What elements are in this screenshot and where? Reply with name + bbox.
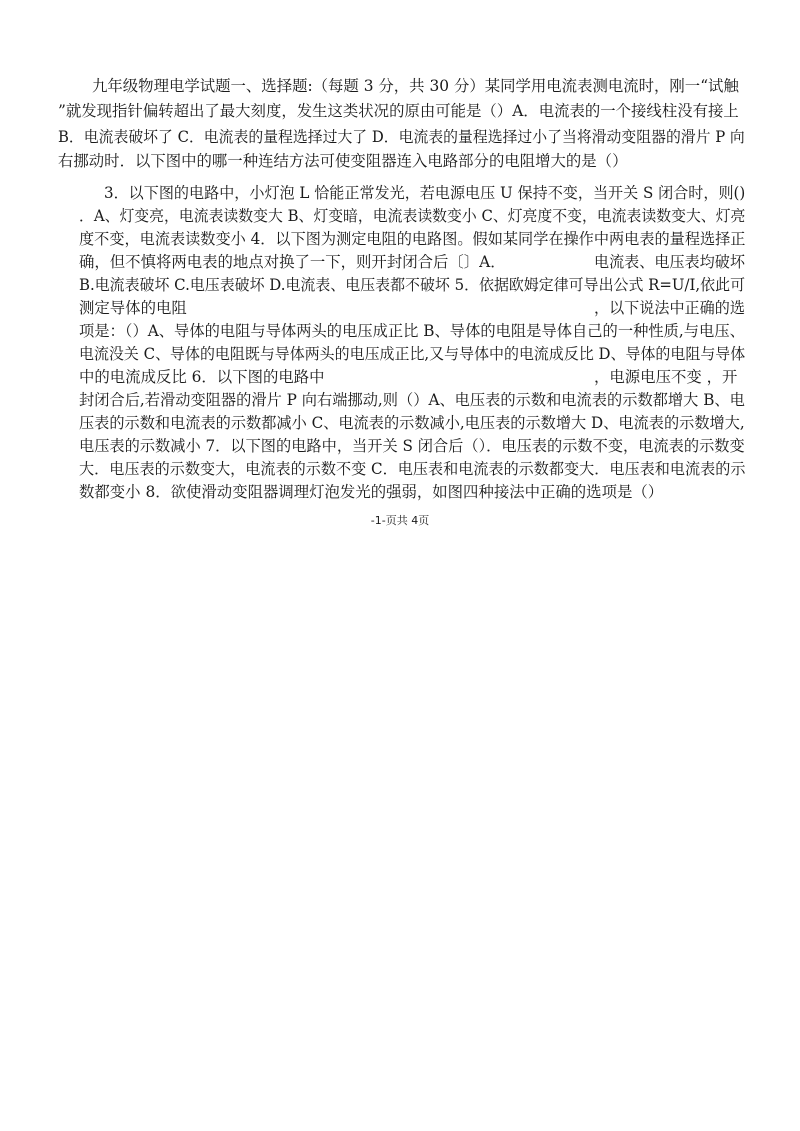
text-line-14: 封闭合后,若滑动变阻器的滑片 P 向右端挪动,则（）A、电压表的示数和电流表的示数都增大 B、电: [79, 391, 745, 409]
page-footer: -1-页共 4页: [370, 514, 430, 527]
text-line-3: B．电流表破坏了 C．电流表的量程选择过大了 D．电流表的量程选择过小了当将滑动变阻器的滑片 P 向: [58, 128, 745, 146]
text-line-13b: ，电源电压不变 ，开: [594, 368, 738, 386]
text-line-6: ．A、灯变亮，电流表读数变大 B、灯变暗，电流表读数变小 C、灯亮度不变，电流表读数变大、灯亮: [79, 207, 746, 225]
text-line-10: 测定导体的电阻: [79, 299, 187, 317]
text-line-15: 压表的示数和电流表的示数都减小 C、电流表的示数减小,电压表的示数增大 D、电流表的示数增大,: [79, 414, 745, 432]
text-line-17: 大．电压表的示数变大，电流表的示数不变 C．电压表和电流表的示数都变大．电压表和电流表的示: [79, 460, 746, 478]
text-line-1: 九年级物理电学试题一、选择题:（每题 3 分，共 30 分）某同学用电流表测电流时，刚一“试触: [92, 77, 739, 95]
text-line-2: ”就发现指针偏转超出了最大刻度，发生这类状况的原由可能是（）A．电流表的一个接线柱没有接上: [58, 102, 739, 120]
text-line-10b: ，以下说法中正确的选: [594, 299, 745, 317]
text-line-11: 项是：（）A、导体的电阻与导体两头的电压成正比 B、导体的电阻是导体自己的一种性质,与电压、: [79, 322, 745, 340]
text-line-16: 电压表的示数减小 7．以下图的电路中，当开关 S 闭合后（）．电压表的示数不变，电流表的示数变: [79, 437, 745, 455]
text-line-7: 度不变，电流表读数变小 4．以下图为测定电阻的电路图。假如某同学在操作中两电表的量程选择正: [79, 230, 746, 248]
text-line-5: 3．以下图的电路中，小灯泡 L 恰能正常发光，若电源电压 U 保持不变，当开关 S 闭合时，则(): [104, 184, 746, 202]
text-line-8: 确，但不慎将两电表的地点对换了一下，则开封闭合后〔〕A．: [79, 253, 506, 271]
text-line-13: 中的电流成反比 6．以下图的电路中: [79, 368, 325, 386]
text-line-18: 数都变小 8．欲使滑动变阻器调理灯泡发光的强弱，如图四种接法中正确的选项是（）: [79, 483, 664, 501]
text-line-8b: 电流表、电压表均破坏: [594, 253, 745, 271]
text-line-4: 右挪动时．以下图中的哪一种连结方法可使变阻器连入电路部分的电阻增大的是（）: [58, 152, 628, 170]
text-line-12: 电流没关 C、导体的电阻既与导体两头的电压成正比,又与导体中的电流成反比 D、导体的电阻与导体: [79, 345, 746, 363]
text-line-9: B.电流表破坏 C.电压表破坏 D.电流表、电压表都不破坏 5．依据欧姆定律可导出公式 R=U/I,依此可: [79, 276, 746, 294]
